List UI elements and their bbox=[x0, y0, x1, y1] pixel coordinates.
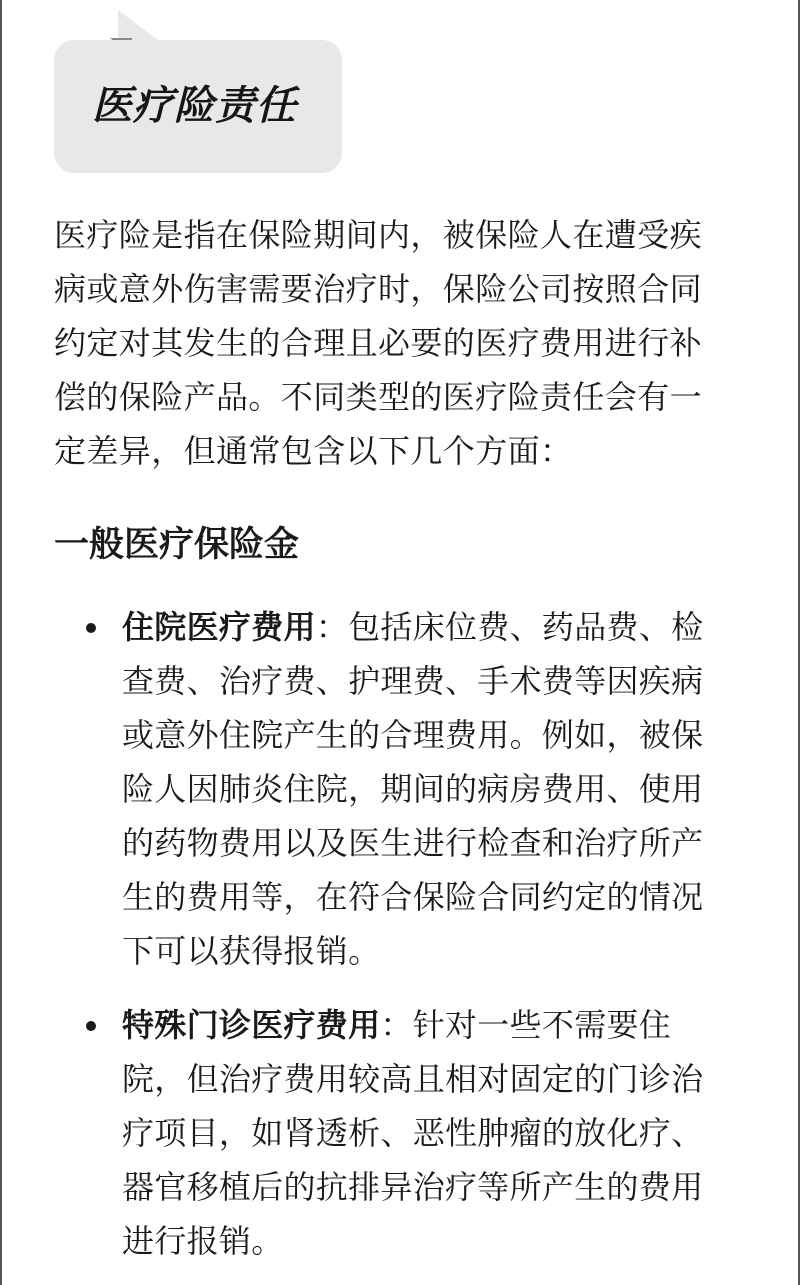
bullet-line: 器官移植后的抗排异治疗等所产生的费用 bbox=[122, 1168, 704, 1206]
bullet-dot-icon bbox=[86, 623, 96, 633]
bullet-line: 或意外住院产生的合理费用。例如，被保 bbox=[122, 716, 704, 754]
bullet-item-inpatient bbox=[122, 600, 703, 978]
bullet-dot-icon bbox=[86, 1021, 96, 1031]
intro-line: 约定对其发生的合理且必要的医疗费用进行补 bbox=[54, 324, 703, 362]
bullet-line: 的药物费用以及医生进行检查和治疗所产 bbox=[122, 824, 704, 862]
bullet-text: ：包括床位费、药品费、检 bbox=[315, 608, 704, 646]
page-title: 医疗险责任 bbox=[92, 83, 297, 129]
intro-line: 偿的保险产品。不同类型的医疗险责任会有一 bbox=[54, 378, 703, 416]
bullet-term: 特殊门诊医疗费用 bbox=[122, 1006, 381, 1044]
bullet-text: ：针对一些不需要住 bbox=[380, 1006, 672, 1044]
intro-line: 病或意外伤害需要治疗时，保险公司按照合同 bbox=[54, 270, 703, 308]
bullet-line: 院，但治疗费用较高且相对固定的门诊治 bbox=[122, 1060, 704, 1098]
title-bubble bbox=[54, 40, 342, 173]
bullet-line: 下可以获得报销。 bbox=[122, 932, 381, 970]
bullet-line: 生的费用等，在符合保险合同约定的情况 bbox=[122, 878, 704, 916]
bullet-line: 疗项目，如肾透析、恶性肿瘤的放化疗、 bbox=[122, 1114, 704, 1152]
intro-line: 定差异，但通常包含以下几个方面： bbox=[54, 432, 573, 470]
bullet-line: 查费、治疗费、护理费、手术费等因疾病 bbox=[122, 662, 704, 700]
intro-paragraph bbox=[54, 208, 702, 478]
bullet-line: 险人因肺炎住院，期间的病房费用、使用 bbox=[122, 770, 704, 808]
bullet-term: 住院医疗费用 bbox=[122, 608, 316, 646]
intro-line: 医疗险是指在保险期间内，被保险人在遭受疾 bbox=[54, 216, 703, 254]
bullet-line: 进行报销。 bbox=[122, 1222, 284, 1260]
section-heading: 一般医疗保险金 bbox=[54, 525, 300, 565]
bullet-item-special-outpatient bbox=[122, 998, 703, 1268]
